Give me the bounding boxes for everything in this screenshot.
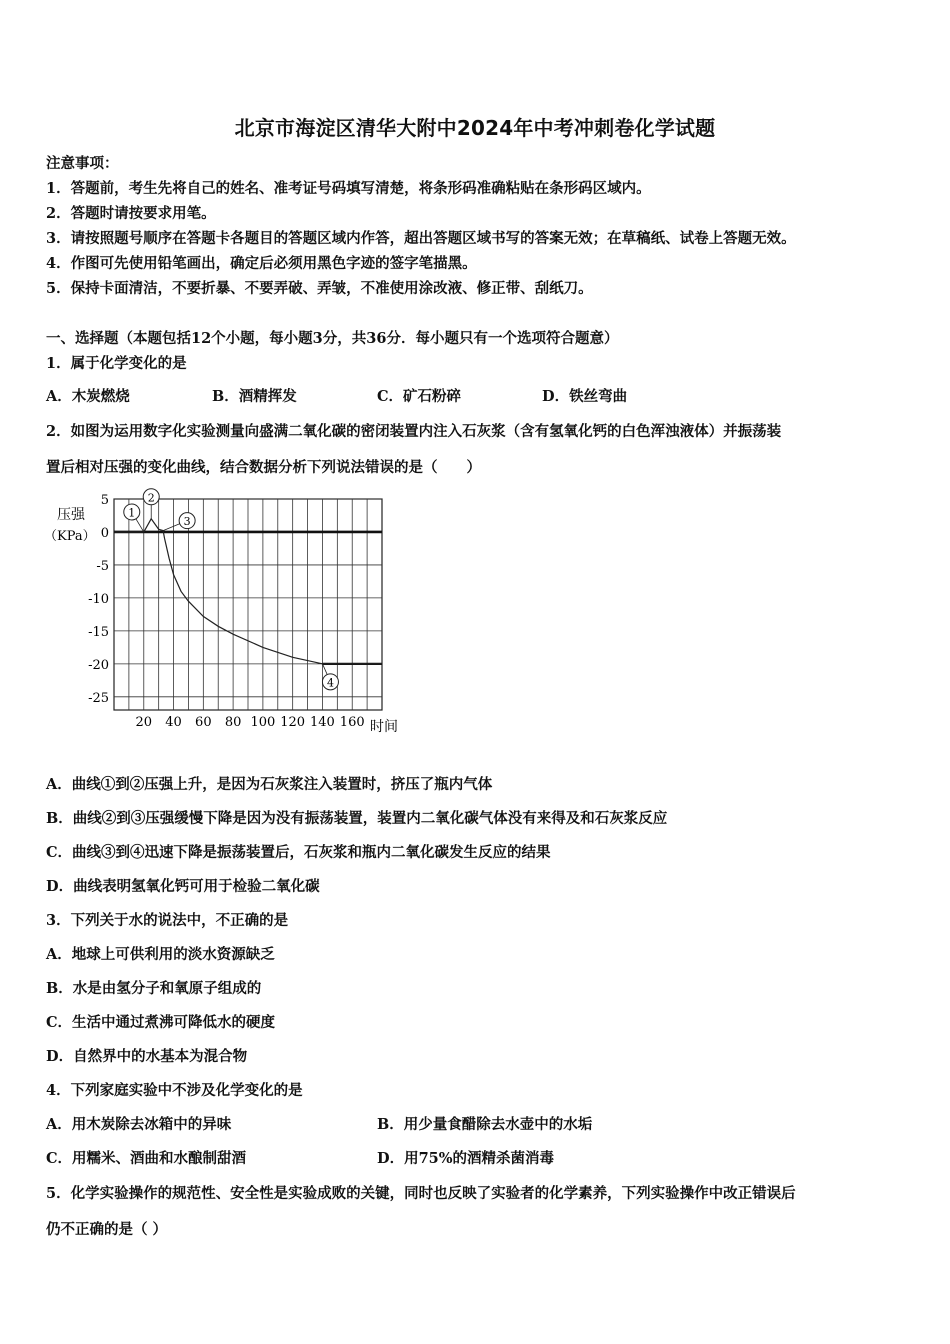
x-axis-label: 时间 (370, 719, 398, 735)
y-tick-label: 5 (100, 493, 109, 508)
chart-grid (114, 499, 382, 710)
option-b: B．水是由氢分子和氧原子组成的 (46, 980, 262, 997)
x-tick-label: 140 (310, 715, 335, 730)
marker-label: 2 (147, 491, 155, 505)
y-tick-label: 0 (100, 525, 109, 541)
option-b: B．用少量食醋除去水壶中的水垢 (377, 1116, 593, 1133)
section-heading: 一、选择题（本题包括12个小题，每小题3分，共36分．每小题只有一个选项符合题意） (46, 330, 619, 347)
notice-item: 3．请按照题号顺序在答题卡各题目的答题区域内作答，超出答题区域书写的答案无效；在草稿纸、试卷上答题无效。 (46, 230, 796, 247)
y-axis-label: 压强 (57, 507, 85, 523)
y-tick-label: -5 (96, 558, 109, 574)
x-tick-label: 120 (280, 715, 306, 730)
option-c: C．用糯米、酒曲和水酿制甜酒 (46, 1150, 247, 1167)
option-d: D．自然界中的水基本为混合物 (46, 1048, 248, 1065)
question-stem: 5．化学实验操作的规范性、安全性是实验成败的关键，同时也反映了实验者的化学素养，下列实验操作中改正错误后 (46, 1185, 796, 1202)
notice-item: 1．答题前，考生先将自己的姓名、准考证号码填写清楚，将条形码准确粘贴在条形码区域内。 (46, 180, 651, 197)
question-stem: 置后相对压强的变化曲线，结合数据分析下列说法错误的是（ ） (46, 459, 481, 476)
option-c: C．曲线③到④迅速下降是振荡装置后，石灰浆和瓶内二氧化碳发生反应的结果 (46, 844, 551, 861)
marker-label: 4 (326, 676, 334, 690)
question-stem: 2．如图为运用数字化实验测量向盛满二氧化碳的密闭装置内注入石灰浆（含有氢氧化钙的白色浑浊液体）并振荡装 (46, 423, 782, 440)
x-tick-label: 160 (339, 715, 365, 730)
pressure-chart (44, 488, 414, 740)
question-stem: 3．下列关于水的说法中，不正确的是 (46, 912, 289, 929)
x-tick-label: 60 (195, 715, 212, 730)
question-stem: 1．属于化学变化的是 (46, 355, 187, 372)
y-tick-label: -20 (88, 657, 109, 673)
option-d: D．曲线表明氢氧化钙可用于检验二氧化碳 (46, 878, 320, 895)
y-tick-label: -25 (88, 690, 109, 706)
option-c: C．矿石粉碎 (377, 388, 462, 405)
notice-heading: 注意事项： (46, 155, 119, 172)
x-tick-label: 40 (165, 715, 182, 730)
notice-item: 4．作图可先使用铅笔画出，确定后必须用黑色字迹的签字笔描黑。 (46, 255, 477, 272)
notice-item: 2．答题时请按要求用笔。 (46, 205, 216, 222)
option-b: B．曲线②到③压强缓慢下降是因为没有振荡装置，装置内二氧化碳气体没有来得及和石灰浆反应 (46, 810, 668, 827)
option-c: C．生活中通过煮沸可降低水的硬度 (46, 1014, 276, 1031)
option-a: A．用木炭除去冰箱中的异味 (46, 1116, 232, 1133)
marker-label: 1 (128, 506, 136, 520)
x-tick-label: 20 (135, 715, 153, 730)
y-tick-label: -15 (88, 624, 109, 640)
option-d: D．用75%的酒精杀菌消毒 (377, 1150, 555, 1167)
y-axis-unit: （KPa） (44, 529, 96, 544)
question-stem: 仍不正确的是（ ） (46, 1221, 168, 1238)
option-a: A．曲线①到②压强上升，是因为石灰浆注入装置时，挤压了瓶内气体 (46, 776, 493, 793)
option-a: A．木炭燃烧 (46, 388, 130, 405)
chart-ticks (88, 493, 365, 730)
option-d: D．铁丝弯曲 (542, 388, 628, 405)
option-a: A．地球上可供利用的淡水资源缺乏 (46, 946, 275, 963)
y-tick-label: -10 (88, 591, 109, 607)
x-tick-label: 100 (250, 715, 276, 730)
question-stem: 4．下列家庭实验中不涉及化学变化的是 (46, 1082, 303, 1099)
notice-item: 5．保持卡面清洁，不要折暴、不要弄破、弄皱，不准使用涂改液、修正带、刮纸刀。 (46, 280, 593, 297)
marker-label: 3 (183, 515, 191, 529)
x-tick-label: 80 (224, 715, 242, 730)
option-b: B．酒精挥发 (212, 388, 297, 405)
page-title: 北京市海淀区清华大附中2024年中考冲刺卷化学试题 (234, 116, 716, 140)
